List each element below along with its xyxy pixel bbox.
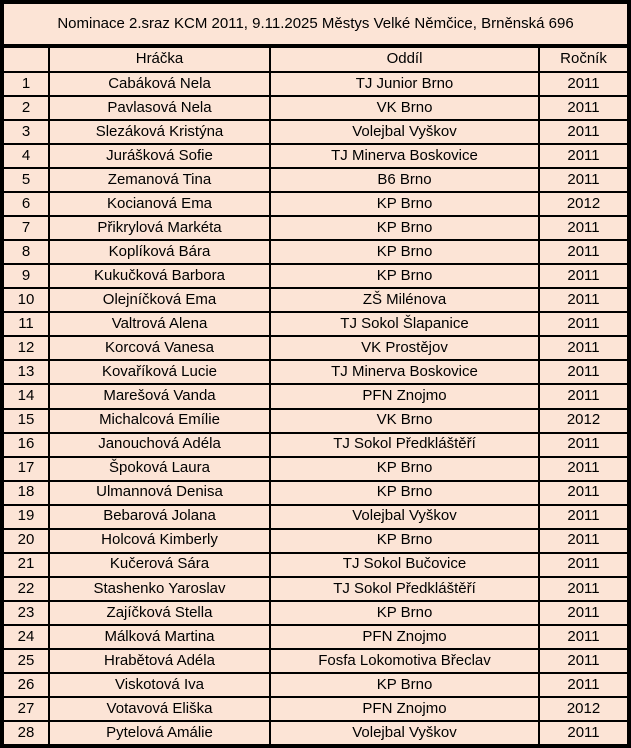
table-row — [2, 120, 629, 144]
row-number-cell: 10 — [2, 288, 49, 312]
row-number-cell: 26 — [2, 673, 49, 697]
birth-year-cell: 2011 — [539, 72, 629, 96]
page-title: Nominace 2.sraz KCM 2011, 9.11.2025 Městys Velké Němčice, Brněnská 696 — [2, 2, 629, 46]
club-name-cell: TJ Minerva Boskovice — [270, 360, 539, 384]
table-row — [2, 336, 629, 360]
player-name-cell: Jurášková Sofie — [49, 144, 270, 168]
club-name-cell: KP Brno — [270, 529, 539, 553]
table-row — [2, 72, 629, 96]
player-name-cell: Pytelová Amálie — [49, 721, 270, 746]
row-number-cell: 27 — [2, 697, 49, 721]
player-name-cell: Bebarová Jolana — [49, 505, 270, 529]
player-name-cell: Viskotová Iva — [49, 673, 270, 697]
birth-year-cell: 2011 — [539, 553, 629, 577]
birth-year-cell: 2011 — [539, 625, 629, 649]
table-row — [2, 360, 629, 384]
header-row — [2, 46, 629, 72]
column-header-year: Ročník — [539, 46, 629, 72]
club-name-cell: KP Brno — [270, 673, 539, 697]
table-row — [2, 216, 629, 240]
table-row — [2, 264, 629, 288]
row-number-cell: 15 — [2, 409, 49, 433]
row-number-cell: 20 — [2, 529, 49, 553]
row-number-cell: 28 — [2, 721, 49, 746]
birth-year-cell: 2012 — [539, 697, 629, 721]
player-name-cell: Olejníčková Ema — [49, 288, 270, 312]
birth-year-cell: 2012 — [539, 192, 629, 216]
birth-year-cell: 2011 — [539, 649, 629, 673]
table-row — [2, 240, 629, 264]
birth-year-cell: 2011 — [539, 360, 629, 384]
birth-year-cell: 2011 — [539, 673, 629, 697]
player-name-cell: Hrabětová Adéla — [49, 649, 270, 673]
birth-year-cell: 2011 — [539, 312, 629, 336]
table-row — [2, 553, 629, 577]
birth-year-cell: 2011 — [539, 216, 629, 240]
birth-year-cell: 2011 — [539, 144, 629, 168]
club-name-cell: TJ Sokol Předkláštěří — [270, 433, 539, 457]
birth-year-cell: 2011 — [539, 481, 629, 505]
birth-year-cell: 2011 — [539, 433, 629, 457]
player-name-cell: Holcová Kimberly — [49, 529, 270, 553]
table-row — [2, 697, 629, 721]
table-row — [2, 601, 629, 625]
row-number-cell: 9 — [2, 264, 49, 288]
birth-year-cell: 2011 — [539, 96, 629, 120]
birth-year-cell: 2011 — [539, 457, 629, 481]
birth-year-cell: 2012 — [539, 409, 629, 433]
table-row — [2, 96, 629, 120]
club-name-cell: PFN Znojmo — [270, 697, 539, 721]
row-number-cell: 19 — [2, 505, 49, 529]
player-name-cell: Valtrová Alena — [49, 312, 270, 336]
table-row — [2, 144, 629, 168]
club-name-cell: TJ Minerva Boskovice — [270, 144, 539, 168]
club-name-cell: TJ Sokol Bučovice — [270, 553, 539, 577]
club-name-cell: KP Brno — [270, 264, 539, 288]
club-name-cell: Fosfa Lokomotiva Břeclav — [270, 649, 539, 673]
table-row — [2, 673, 629, 697]
row-number-cell: 4 — [2, 144, 49, 168]
table-row — [2, 529, 629, 553]
row-number-cell: 13 — [2, 360, 49, 384]
player-name-cell: Ulmannová Denisa — [49, 481, 270, 505]
player-name-cell: Votavová Eliška — [49, 697, 270, 721]
club-name-cell: VK Prostějov — [270, 336, 539, 360]
birth-year-cell: 2011 — [539, 384, 629, 408]
club-name-cell: VK Brno — [270, 409, 539, 433]
player-name-cell: Špoková Laura — [49, 457, 270, 481]
table-row — [2, 577, 629, 601]
table-row — [2, 168, 629, 192]
birth-year-cell: 2011 — [539, 336, 629, 360]
club-name-cell: ZŠ Milénova — [270, 288, 539, 312]
row-number-cell: 21 — [2, 553, 49, 577]
row-number-cell: 5 — [2, 168, 49, 192]
row-number-cell: 8 — [2, 240, 49, 264]
table-row — [2, 192, 629, 216]
row-number-cell: 6 — [2, 192, 49, 216]
row-number-cell: 14 — [2, 384, 49, 408]
table-row — [2, 457, 629, 481]
column-header-index — [2, 46, 49, 72]
table-row — [2, 409, 629, 433]
table-row — [2, 312, 629, 336]
row-number-cell: 18 — [2, 481, 49, 505]
club-name-cell: TJ Sokol Šlapanice — [270, 312, 539, 336]
row-number-cell: 7 — [2, 216, 49, 240]
club-name-cell: Volejbal Vyškov — [270, 721, 539, 746]
player-name-cell: Cabáková Nela — [49, 72, 270, 96]
player-name-cell: Zajíčková Stella — [49, 601, 270, 625]
row-number-cell: 24 — [2, 625, 49, 649]
birth-year-cell: 2011 — [539, 240, 629, 264]
club-name-cell: PFN Znojmo — [270, 384, 539, 408]
table-row — [2, 481, 629, 505]
table-row — [2, 384, 629, 408]
birth-year-cell: 2011 — [539, 168, 629, 192]
club-name-cell: B6 Brno — [270, 168, 539, 192]
column-header-player: Hráčka — [49, 46, 270, 72]
player-name-cell: Pavlasová Nela — [49, 96, 270, 120]
player-name-cell: Kovaříková Lucie — [49, 360, 270, 384]
birth-year-cell: 2011 — [539, 288, 629, 312]
row-number-cell: 11 — [2, 312, 49, 336]
player-name-cell: Přikrylová Markéta — [49, 216, 270, 240]
player-name-cell: Marešová Vanda — [49, 384, 270, 408]
birth-year-cell: 2011 — [539, 264, 629, 288]
birth-year-cell: 2011 — [539, 601, 629, 625]
club-name-cell: Volejbal Vyškov — [270, 120, 539, 144]
row-number-cell: 1 — [2, 72, 49, 96]
club-name-cell: KP Brno — [270, 457, 539, 481]
birth-year-cell: 2011 — [539, 529, 629, 553]
club-name-cell: KP Brno — [270, 192, 539, 216]
player-name-cell: Janouchová Adéla — [49, 433, 270, 457]
row-number-cell: 23 — [2, 601, 49, 625]
table-row — [2, 288, 629, 312]
table-row — [2, 649, 629, 673]
player-name-cell: Kučerová Sára — [49, 553, 270, 577]
player-name-cell: Korcová Vanesa — [49, 336, 270, 360]
row-number-cell: 2 — [2, 96, 49, 120]
table-row — [2, 721, 629, 746]
table-row — [2, 433, 629, 457]
club-name-cell: VK Brno — [270, 96, 539, 120]
club-name-cell: PFN Znojmo — [270, 625, 539, 649]
row-number-cell: 16 — [2, 433, 49, 457]
club-name-cell: KP Brno — [270, 481, 539, 505]
birth-year-cell: 2011 — [539, 721, 629, 746]
club-name-cell: KP Brno — [270, 240, 539, 264]
club-name-cell: KP Brno — [270, 216, 539, 240]
club-name-cell: TJ Sokol Předkláštěří — [270, 577, 539, 601]
row-number-cell: 22 — [2, 577, 49, 601]
row-number-cell: 3 — [2, 120, 49, 144]
row-number-cell: 17 — [2, 457, 49, 481]
birth-year-cell: 2011 — [539, 120, 629, 144]
row-number-cell: 25 — [2, 649, 49, 673]
club-name-cell: Volejbal Vyškov — [270, 505, 539, 529]
title-row — [2, 2, 629, 46]
birth-year-cell: 2011 — [539, 505, 629, 529]
player-name-cell: Zemanová Tina — [49, 168, 270, 192]
player-name-cell: Slezáková Kristýna — [49, 120, 270, 144]
player-name-cell: Málková Martina — [49, 625, 270, 649]
column-header-club: Oddíl — [270, 46, 539, 72]
table-row — [2, 505, 629, 529]
player-name-cell: Michalcová Emílie — [49, 409, 270, 433]
player-name-cell: Kocianová Ema — [49, 192, 270, 216]
row-number-cell: 12 — [2, 336, 49, 360]
table-row — [2, 625, 629, 649]
club-name-cell: TJ Junior Brno — [270, 72, 539, 96]
birth-year-cell: 2011 — [539, 577, 629, 601]
player-name-cell: Koplíková Bára — [49, 240, 270, 264]
club-name-cell: KP Brno — [270, 601, 539, 625]
player-name-cell: Stashenko Yaroslav — [49, 577, 270, 601]
player-name-cell: Kukučková Barbora — [49, 264, 270, 288]
